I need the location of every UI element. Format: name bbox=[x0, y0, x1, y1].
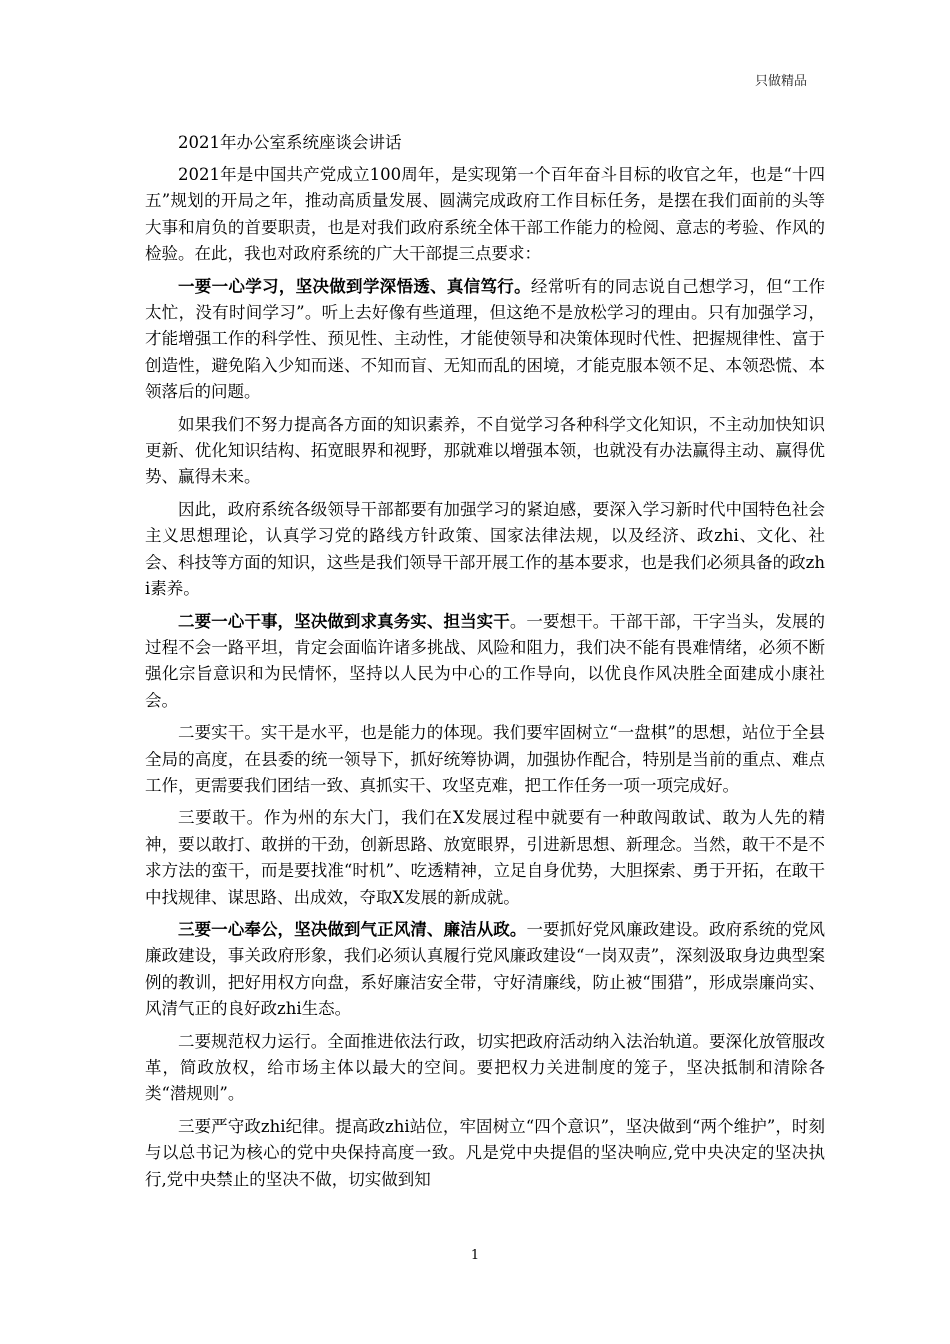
requirement-two-heading: 二要一心干事，坚决做到求真务实、担当实干 bbox=[178, 611, 510, 631]
header-note: 只做精品 bbox=[754, 74, 807, 89]
document-body bbox=[145, 130, 825, 1199]
paragraph-daring: 三要敢干。作为州的东大门，我们在X发展过程中就要有一种敢闯敢试、敢为人先的精神，要以敢打、敢拼的干劲，创新思路、放宽眼界，引进新思想、新理念。当然，敢干不是不求方法的蛮干，而是要找准“时机”、吃透精神，立足自身优势，大胆探索、勇于开拓，在敢干中找规律、谋思路、出成效，夺取X发展的新成就。 bbox=[145, 808, 825, 907]
paragraph-power: 二要规范权力运行。全面推进依法行政，切实把政府活动纳入法治轨道。要深化放管服改革，简政放权，给市场主体以最大的空间。要把权力关进制度的笼子，坚决抵制和清除各类“潜规则”。 bbox=[145, 1031, 825, 1104]
requirement-one-heading: 一要一心学习，坚决做到学深悟透、真信笃行。 bbox=[178, 276, 531, 296]
paragraph-practical: 二要实干。实干是水平，也是能力的体现。我们要牢固树立“一盘棋”的思想，站位于全县全局的高度，在县委的统一领导下，抓好统筹协调，加强协作配合，特别是当前的重点、难点工作，更需要我们团结一致、真抓实干、攻坚克难，把工作任务一项一项完成好。 bbox=[145, 723, 825, 795]
page-number: 1 bbox=[470, 1248, 480, 1263]
paragraph-requirement-three: 三要一心奉公，坚决做到气正风清、廉洁从政。一要抓好党风廉政建设。政府系统的党风廉政建设，事关政府形象，我们必须认真履行党风廉政建设“一岗双责”，深刻汲取身边典型案例的教训，把好用权方向盘，系好廉洁安全带，守好清廉线，防止被“围猎”，形成崇廉尚实、风清气正的良好政zhi生态。 bbox=[145, 919, 826, 1019]
paragraph-knowledge: 如果我们不努力提高各方面的知识素养，不自觉学习各种科学文化知识，不主动加快知识更新、优化知识结构、拓宽眼界和视野，那就难以增强本领，也就没有办法赢得主动、赢得优势、赢得未来。 bbox=[145, 414, 825, 487]
paragraph-discipline: 三要严守政zhi纪律。提高政zhi站位，牢固树立“四个意识”，坚决做到“两个维护”，时刻与以总书记为核心的党中央保持高度一致。凡是党中央提倡的坚决响应,党中央决定的坚决执行,党中央禁止的坚决不做，切实做到知 bbox=[145, 1116, 825, 1189]
paragraph-requirement-one: 一要一心学习，坚决做到学深悟透、真信笃行。经常听有的同志说自己想学习，但“工作太忙，没有时间学习”。听上去好像有些道理，但这绝不是放松学习的理由。只有加强学习，才能增强工作的科学性、预见性、主动性，才能使领导和决策体现时代性、把握规律性、富于创造性，避免陷入少知而迷、不知而盲、无知而乱的困境，才能克服本领不足、本领恐慌、本领落后的问题。 bbox=[145, 276, 825, 402]
paragraph-therefore: 因此，政府系统各级领导干部都要有加强学习的紧迫感，要深入学习新时代中国特色社会主义思想理论，认真学习党的路线方针政策、国家法律法规，以及经济、政zhi、文化、社会、科技等方面的知识，这些是我们领导干部开展工作的基本要求，也是我们必须具备的政zhi素养。 bbox=[145, 499, 825, 599]
paragraph-requirement-two: 二要一心干事，坚决做到求真务实、担当实干。一要想干。干部干部，干字当头，发展的过程不会一路平坦，肯定会面临许诸多挑战、风险和阻力，我们决不能有畏难情绪，必须不断强化宗旨意识和为民情怀，坚持以人民为中心的工作导向，以优良作风决胜全面建成小康社会。 bbox=[145, 611, 826, 710]
requirement-three-heading: 三要一心奉公，坚决做到气正风清、廉洁从政。 bbox=[178, 919, 527, 939]
paragraph-intro: 2021年是中国共产党成立100周年，是实现第一个百年奋斗目标的收官之年，也是“十四五”规划的开局之年，推动高质量发展、圆满完成政府工作目标任务，是摆在我们面前的头等大事和肩负的首要职责，也是对我们政府系统全体干部工作能力的检阅、意志的考验、作风的检验。在此，我也对政府系统的广大干部提三点要求： bbox=[145, 165, 825, 264]
document-title: 2021年办公室系统座谈会讲话 bbox=[178, 133, 402, 152]
